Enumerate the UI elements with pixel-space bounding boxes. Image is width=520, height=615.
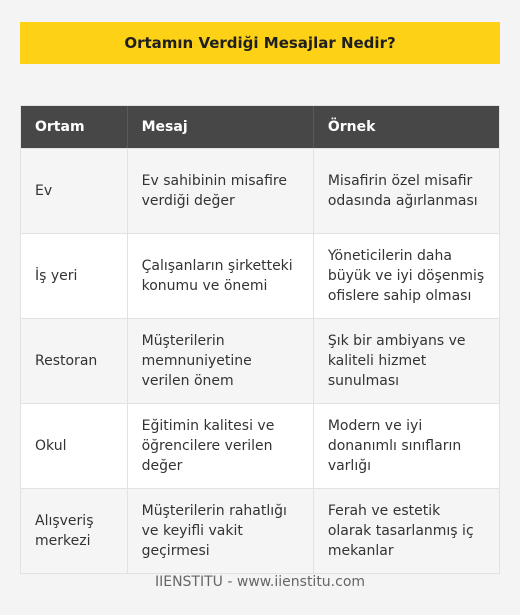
footer-credit: IIENSTITU - www.iienstitu.com bbox=[154, 574, 366, 590]
mesaj-cell: Çalışanların şirketteki konumu ve önemi bbox=[127, 234, 313, 318]
mesaj-cell: Eğitimin kalitesi ve öğrencilere verilen değer bbox=[127, 404, 313, 488]
ornek-cell: Modern ve iyi donanımlı sınıfların varlığı bbox=[313, 404, 499, 488]
ornek-cell: Ferah ve estetik olarak tasarlanmış iç mekanlar bbox=[313, 489, 499, 573]
header-mesaj: Mesaj bbox=[127, 106, 313, 148]
messages-table bbox=[20, 105, 500, 574]
mesaj-cell: Müşterilerin rahatlığı ve keyifli vakit geçirmesi bbox=[127, 489, 313, 573]
ornek-cell: Şık bir ambiyans ve kaliteli hizmet sunulması bbox=[313, 319, 499, 403]
ortam-cell: Ev bbox=[35, 183, 53, 199]
table-row bbox=[21, 233, 499, 318]
table-row bbox=[21, 488, 499, 573]
mesaj-cell: Müşterilerin memnuniyetine verilen önem bbox=[127, 319, 313, 403]
page-title: Ortamın Verdiği Mesajlar Nedir? bbox=[20, 22, 500, 64]
table-row bbox=[21, 148, 499, 233]
ortam-cell: İş yeri bbox=[35, 268, 78, 284]
ornek-cell: Yöneticilerin daha büyük ve iyi döşenmiş ofislere sahip olması bbox=[313, 234, 499, 318]
ortam-cell: Okul bbox=[35, 438, 67, 454]
header-ortam: Ortam bbox=[35, 119, 85, 135]
ortam-cell: Alışveriş merkezi bbox=[35, 513, 94, 549]
mesaj-cell: Ev sahibinin misafire verdiği değer bbox=[127, 149, 313, 233]
header-ornek: Örnek bbox=[313, 106, 499, 148]
ortam-cell: Restoran bbox=[35, 353, 98, 369]
table-row bbox=[21, 318, 499, 403]
table-header-row bbox=[21, 106, 499, 148]
ornek-cell: Misafirin özel misafir odasında ağırlanması bbox=[313, 149, 499, 233]
table-row bbox=[21, 403, 499, 488]
